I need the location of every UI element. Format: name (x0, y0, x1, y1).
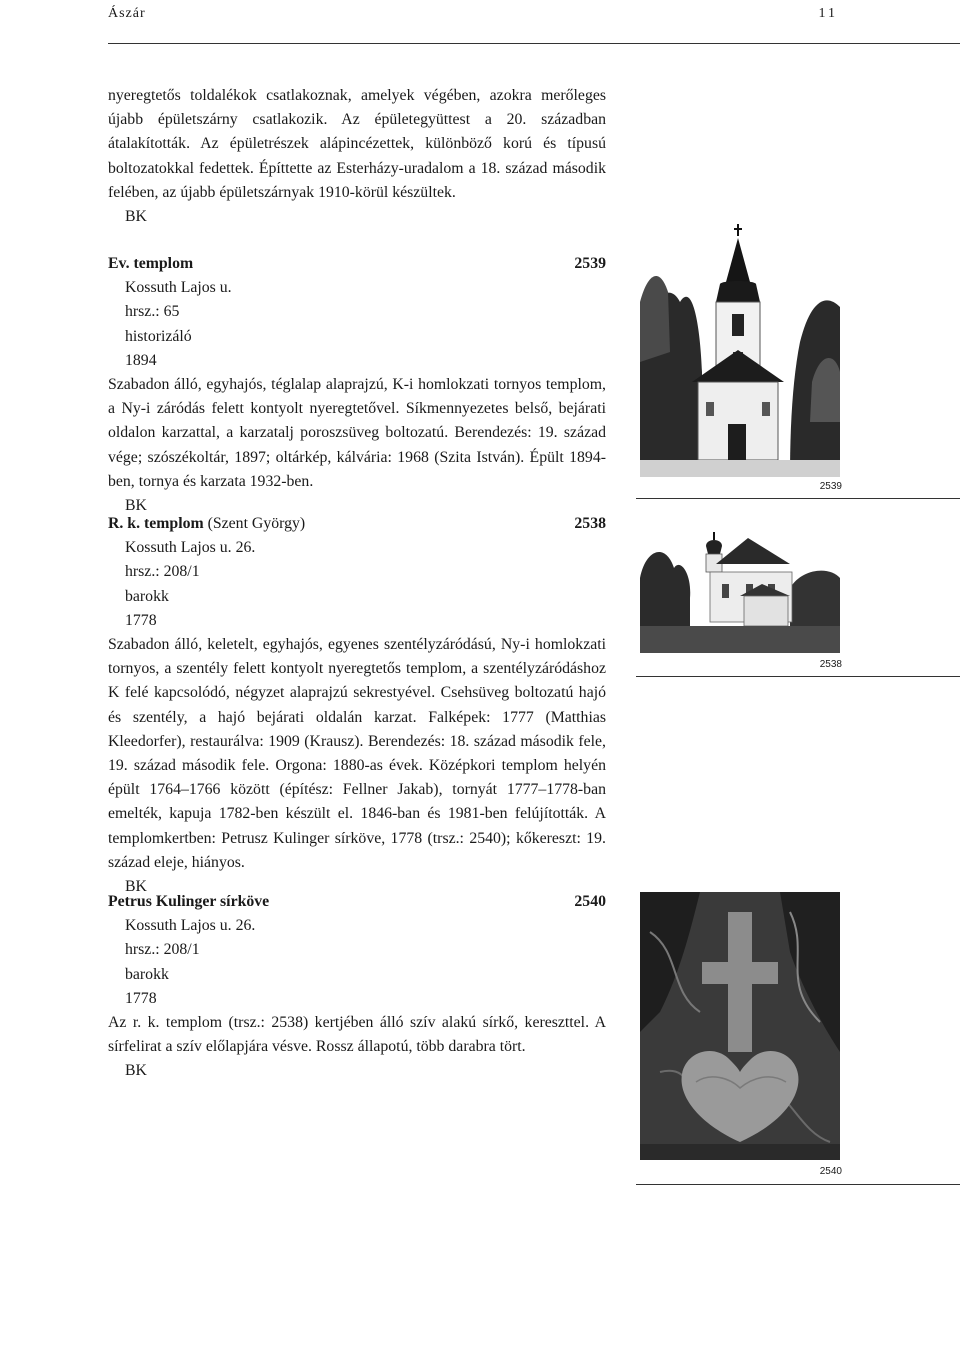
running-title: Ászár (108, 6, 146, 21)
entry-year: 1778 (125, 611, 157, 629)
entry-address: Kossuth Lajos u. 26. (125, 539, 256, 557)
photo-caption: 2539 (819, 481, 842, 492)
entry-author: BK (125, 1062, 147, 1080)
caption-rule (636, 498, 960, 499)
entry-number: 2540 (574, 893, 606, 910)
lutheran-church-photo (640, 52, 840, 477)
entry-description: Szabadon álló, egyhajós, téglalap alaprajzú, K-i homlokzati tornyos templom, a Ny-i záródás felett kontyolt nyeregtetővel. Síkmennyezetes belső, bejárati oldalon karzattal, a karzatalj poroszsüveg boltozatú. Berendezés: 19. század vége; szószékoltár, 1897; oltárkép, kálvária: 1968 (Szita István). Épült 1894-ben, tornya és karzata 1932-ben. (108, 376, 606, 490)
entry-2538 (108, 512, 606, 899)
entry-description: Szabadon álló, keletelt, egyhajós, egyenes szentélyzáródású, Ny-i homlokzati tornyos, a szentély felett kontyolt nyeregtetős templom, a szentélyzáródáshoz K felé kapcsolódó, négyzet alaprajzú sekrestyével. Csehsüveg boltozatú hajó és szentély, a hajó bejárati oldalán karzat. Falképek: 1777 (Matthias Kleedorfer), restaurálva: 1909 (Krausz). Berendezés: 18. század második fele, 19. század második fele. Orgona: 1880-as évek. Középkori templom helyén épült 1764–1766 között (építész: Fellner Jakab), tornyát 1777–1778-ban emelték, kapuja 1782-ben készült el. 1846-ban és 1981-ben felújították. A templomkertben: Petrusz Kulinger sírköve, 1778 (trsz.: 2540); kőkereszt: 19. század eleje, hiányos. (108, 636, 606, 871)
gravestone-icon (640, 892, 840, 1160)
entry-number: 2539 (574, 255, 606, 272)
entry-heading (108, 890, 606, 914)
entry-title: R. k. templom (108, 515, 204, 532)
entry-address: Kossuth Lajos u. 26. (125, 917, 256, 935)
entry-number: 2538 (574, 515, 606, 532)
entry-hrsz: hrsz.: 65 (125, 303, 180, 321)
catholic-church-photo (640, 518, 840, 653)
page-header (108, 6, 838, 42)
intro-block (108, 84, 606, 229)
entry-author: BK (125, 878, 147, 896)
entry-2539 (108, 252, 606, 518)
entry-year: 1894 (125, 351, 157, 369)
intro-author: BK (125, 208, 147, 226)
lutheran-church-icon (640, 52, 840, 477)
photo-caption: 2540 (819, 1166, 842, 1177)
entry-style: barokk (125, 965, 169, 983)
catholic-church-icon (640, 518, 840, 653)
entry-style: historizáló (125, 327, 192, 345)
entry-heading (108, 512, 606, 536)
entry-title-rest: (Szent György) (203, 515, 306, 532)
entry-style: barokk (125, 587, 169, 605)
entry-description: Az r. k. templom (trsz.: 2538) kertjében álló szív alakú sírkő, kereszttel. A sírfelirat a szív előlapjára vésve. Rossz állapotú, több darabra tört. (108, 1014, 606, 1056)
entry-address: Kossuth Lajos u. (125, 279, 232, 297)
caption-rule (636, 676, 960, 677)
entry-hrsz: hrsz.: 208/1 (125, 563, 200, 581)
entry-2540 (108, 890, 606, 1084)
caption-rule (636, 1184, 960, 1185)
entry-title: Petrus Kulinger sírköve (108, 893, 270, 910)
entry-year: 1778 (125, 989, 157, 1007)
entry-author: BK (125, 497, 147, 515)
entry-title: Ev. templom (108, 255, 194, 272)
intro-text: nyeregtetős toldalékok csatlakoznak, amelyek végében, azokra merőleges újabb épületszárny csatlakozik. Az épületegyüttest a 20. században átalakították. Az épületrészek alápincézettek, különböző korú és típusú boltozatokkal fedettek. Építtette az Esterházy-uradalom a 18. század második felében, az újabb épületszárnyak 1910-körül készültek. (108, 87, 606, 201)
gravestone-photo (640, 892, 840, 1160)
page-number: 11 (818, 6, 838, 21)
photo-caption: 2538 (819, 659, 842, 670)
header-rule (108, 43, 960, 44)
entry-heading (108, 252, 606, 276)
entry-hrsz: hrsz.: 208/1 (125, 941, 200, 959)
